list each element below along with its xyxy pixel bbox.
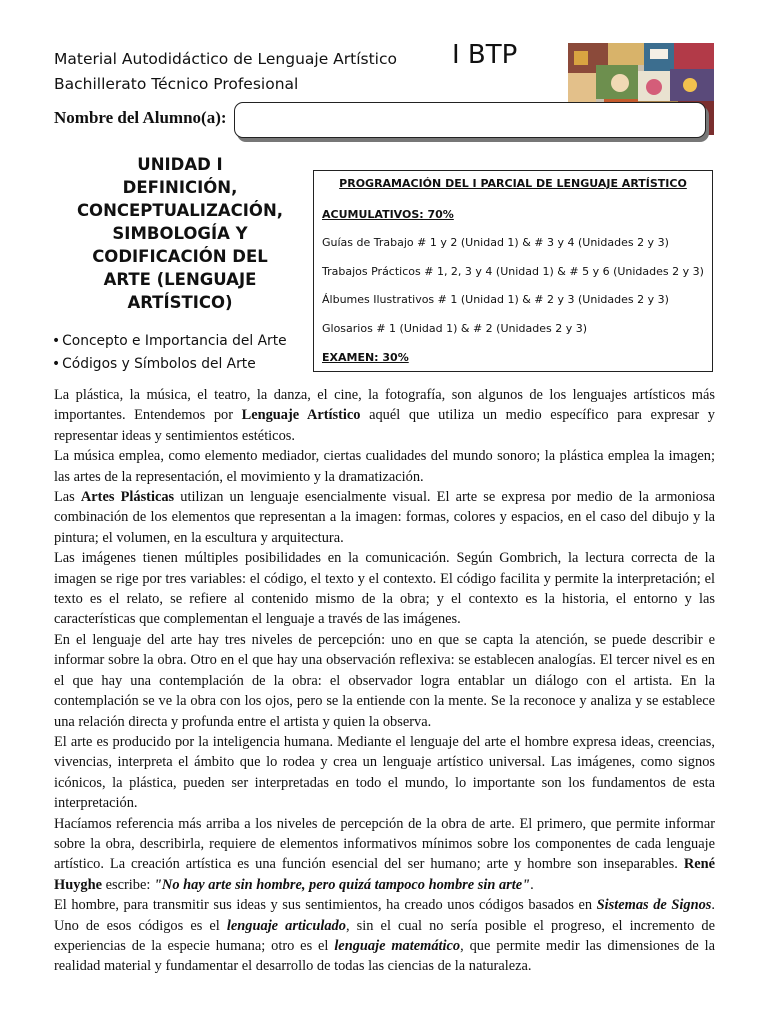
program-item: Guías de Trabajo # 1 y 2 (Unidad 1) & # 3 y 4 (Unidades 2 y 3) bbox=[322, 236, 669, 249]
program-item: Glosarios # 1 (Unidad 1) & # 2 (Unidades 2 y 3) bbox=[322, 322, 588, 335]
unit-topics-list bbox=[52, 330, 287, 376]
exam-label: EXAMEN: 30% bbox=[322, 351, 409, 364]
student-name-field[interactable] bbox=[234, 102, 706, 138]
text-run: escribe: bbox=[101, 876, 154, 893]
paragraph bbox=[54, 385, 715, 446]
term-sistemas-de-signos: Sistemas de Signos bbox=[596, 897, 712, 914]
unit-title-line: UNIDAD I bbox=[137, 155, 223, 174]
bullet-icon: • bbox=[52, 333, 61, 349]
header-title: Material Autodidáctico de Lenguaje Artístico bbox=[54, 50, 397, 68]
grade-label: I BTP bbox=[452, 40, 518, 70]
paragraph: La música emplea, como elemento mediador, ciertas cualidades del mundo sonoro; la plástica emplea la imagen; las artes de la representación, el movimiento y la dramatización. bbox=[54, 448, 715, 485]
unit-title-line: ARTÍSTICO) bbox=[127, 293, 233, 312]
program-item: Trabajos Prácticos # 1, 2, 3 y 4 (Unidad 1) & # 5 y 6 (Unidades 2 y 3) bbox=[322, 265, 704, 278]
text-run: , sin el cual no sería posible el progreso, el incremento de experiencias de la especie humana; otro es el bbox=[54, 917, 715, 954]
header-subtitle: Bachillerato Técnico Profesional bbox=[54, 75, 299, 93]
topic-label: Códigos y Símbolos del Arte bbox=[62, 356, 256, 372]
term-lenguaje-articulado: lenguaje articulado bbox=[226, 917, 346, 934]
program-title: PROGRAMACIÓN DEL I PARCIAL DE LENGUAJE ARTÍSTICO bbox=[339, 177, 687, 190]
unit-title-line: CONCEPTUALIZACIÓN, bbox=[76, 201, 284, 220]
paragraph: En el lenguaje del arte hay tres niveles de percepción: uno en que se capta la atención, se puede describir e informar sobre la obra. Otro en el que hay una observación reflexiva: se establecen analogías. El tercer nivel es en el que hay una contemplación de la obra: el observador logra entablar un diálogo con el artista. En la contemplación se ve la obra con los ojos, pero se la entiende con la mente. Se la reconoce y analiza y se establece una relación directa y profunda entre el artista y quien la observa. bbox=[54, 631, 715, 730]
text-run: , que permite medir las dimensiones de la realidad material y fundamentar el desarrollo de todas las ciencias de la naturaleza. bbox=[54, 937, 716, 975]
unit-title bbox=[54, 153, 306, 314]
paragraph bbox=[54, 487, 715, 548]
text-run: La plástica, la música, el teatro, la danza, el cine, la fotografía, son algunos de los lenguajes artísticos más importantes. Entendemos por bbox=[54, 387, 715, 424]
cumulative-label: ACUMULATIVOS: 70% bbox=[322, 208, 454, 221]
paragraph bbox=[54, 895, 715, 977]
quote: "No hay arte sin hombre, pero quizá tampoco hombre sin arte" bbox=[153, 876, 531, 893]
topic-label: Concepto e Importancia del Arte bbox=[62, 333, 287, 349]
text-run: . Uno de esos códigos es el bbox=[54, 897, 715, 934]
text-run: aquél que utiliza un medio específico para expresar y representar ideas y sentimientos estéticos. bbox=[54, 407, 715, 444]
text-run: Las bbox=[54, 489, 81, 506]
term-lenguaje-matematico: lenguaje matemático bbox=[334, 937, 461, 954]
text-run: . bbox=[530, 876, 534, 893]
paragraph: El arte es producido por la inteligencia humana. Mediante el lenguaje del arte el hombre expresa ideas, creencias, vivencias, interpreta el ámbito que lo rodea y crea un lenguaje artístico universal. Las imágenes, como signos icónicos, la plástica, pueden ser interpretadas en todo el mundo, lo importante son los fundamentos de esta interpretación. bbox=[54, 733, 715, 812]
list-item bbox=[52, 330, 287, 353]
list-item bbox=[52, 353, 287, 376]
unit-title-line: SIMBOLOGÍA Y bbox=[112, 224, 248, 243]
body-text bbox=[54, 385, 715, 977]
text-run: Hacíamos referencia más arriba a los niveles de percepción de la obra de arte. El primero, que permite informar sobre la obra, describirla, requiere de elementos informativos mínimos sobre los componentes de cada lenguaje artístico. La creación artística es una función esencial del ser humano; arte y hombre son inseparables. bbox=[54, 815, 715, 873]
term-artes-plasticas: Artes Plásticas bbox=[80, 489, 175, 506]
paragraph bbox=[54, 814, 715, 896]
unit-title-line: ARTE (LENGUAJE bbox=[103, 270, 257, 289]
text-run: utilizan un lenguaje esencialmente visual. El arte se expresa por medio de la armoniosa combinación de los elementos que representan a la imagen: formas, colores y espacios, en el caso del dibujo y la pintura; el volumen, en la escultura y arquitectura. bbox=[54, 489, 715, 546]
program-box bbox=[313, 170, 713, 372]
paragraph: Las imágenes tienen múltiples posibilidades en la comunicación. Según Gombrich, la lectura correcta de la imagen se rige por tres variables: el código, el texto y el contexto. El código facilita y permite la interpretación; el texto es el relato, se refiere al contenido mismo de la obra; y el contexto es la historia, el entorno y las características que complementan el lenguaje a través de las imágenes. bbox=[54, 550, 715, 628]
bullet-icon: • bbox=[52, 356, 61, 372]
text-run: El hombre, para transmitir sus ideas y sus sentimientos, ha creado unos códigos basados en bbox=[54, 897, 597, 914]
author-name: René Huyghe bbox=[54, 856, 715, 893]
program-item: Álbumes Ilustrativos # 1 (Unidad 1) & # 2 y 3 (Unidades 2 y 3) bbox=[322, 293, 669, 306]
unit-title-line: CODIFICACIÓN DEL bbox=[92, 247, 268, 266]
term-lenguaje-artistico: Lenguaje Artístico bbox=[241, 407, 361, 424]
unit-title-line: DEFINICIÓN, bbox=[122, 178, 238, 197]
student-name-label: Nombre del Alumno(a): bbox=[54, 108, 227, 127]
